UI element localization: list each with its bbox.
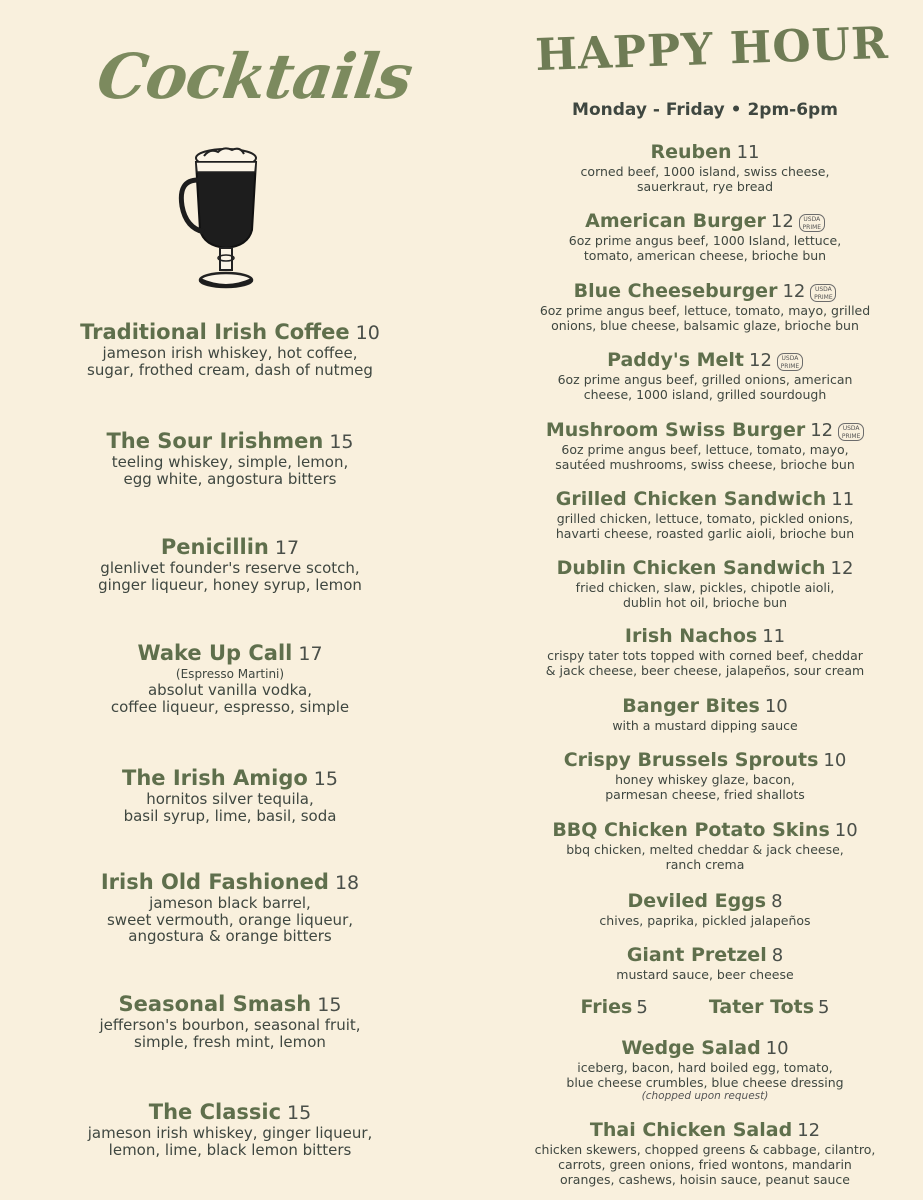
food-desc: fried chicken, slaw, pickles, chipotle aioli, bbox=[575, 580, 835, 595]
food-price: 11 bbox=[736, 142, 760, 163]
cocktail-item bbox=[0, 640, 460, 715]
side-item bbox=[580, 996, 647, 1018]
food-desc: iceberg, bacon, hard boiled egg, tomato, bbox=[577, 1060, 833, 1075]
cocktail-name: Seasonal Smash bbox=[118, 992, 312, 1016]
food-item bbox=[505, 209, 905, 263]
food-price: 10 bbox=[834, 820, 858, 841]
food-item bbox=[505, 694, 905, 733]
cocktail-desc: lemon, lime, black lemon bitters bbox=[108, 1140, 352, 1159]
cocktail-name: The Sour Irishmen bbox=[106, 429, 324, 453]
food-desc: carrots, green onions, fried wontons, mandarin bbox=[558, 1157, 852, 1172]
cocktail-desc: absolut vanilla vodka, bbox=[147, 681, 313, 699]
food-item bbox=[505, 624, 905, 678]
usda-prime-badge: USDA PRIME bbox=[799, 214, 825, 232]
cocktail-desc: egg white, angostura bitters bbox=[123, 469, 337, 488]
food-desc: onions, blue cheese, balsamic glaze, brioche bun bbox=[551, 318, 859, 333]
cocktail-name: Penicillin bbox=[160, 535, 269, 559]
food-desc: 6oz prime angus beef, grilled onions, american bbox=[557, 372, 853, 387]
cocktail-desc: jameson irish whiskey, hot coffee, bbox=[102, 344, 358, 362]
cocktail-price: 15 bbox=[317, 994, 342, 1016]
food-item bbox=[505, 748, 905, 802]
cocktail-name: The Irish Amigo bbox=[122, 766, 308, 790]
food-desc: with a mustard dipping sauce bbox=[612, 718, 798, 733]
cocktail-desc: hornitos silver tequila, bbox=[146, 790, 314, 808]
cocktail-price: 17 bbox=[298, 643, 323, 665]
food-desc: corned beef, 1000 island, swiss cheese, bbox=[580, 164, 830, 179]
cocktail-item bbox=[0, 534, 460, 593]
side-name: Fries bbox=[580, 996, 633, 1018]
food-name: Mushroom Swiss Burger bbox=[545, 419, 806, 441]
food-note: (chopped upon request) bbox=[641, 1090, 769, 1102]
food-name: Giant Pretzel bbox=[626, 944, 767, 966]
cocktail-price: 17 bbox=[274, 537, 300, 559]
food-desc: grilled chicken, lettuce, tomato, pickled onions, bbox=[556, 511, 854, 526]
food-price: 10 bbox=[765, 1038, 789, 1059]
food-desc: 6oz prime angus beef, 1000 Island, lettuce, bbox=[568, 233, 842, 248]
food-name: Irish Nachos bbox=[624, 625, 758, 647]
food-price: 11 bbox=[831, 489, 855, 510]
food-item bbox=[505, 889, 905, 928]
food-desc: dublin hot oil, brioche bun bbox=[622, 595, 788, 610]
food-price: 10 bbox=[823, 750, 847, 771]
food-name: Dublin Chicken Sandwich bbox=[556, 557, 826, 579]
cocktail-note: (Espresso Martini) bbox=[175, 667, 285, 681]
usda-prime-badge: USDA PRIME bbox=[810, 284, 836, 302]
usda-prime-badge: USDA PRIME bbox=[838, 423, 864, 441]
food-desc: sauerkraut, rye bread bbox=[636, 179, 774, 194]
food-desc: tomato, american cheese, brioche bun bbox=[583, 248, 827, 263]
food-price: 12 bbox=[782, 281, 806, 302]
food-name: Banger Bites bbox=[622, 695, 760, 717]
irish-coffee-glass-icon bbox=[178, 146, 264, 294]
food-price: 12 bbox=[770, 211, 794, 232]
food-desc: mustard sauce, beer cheese bbox=[616, 967, 794, 982]
cocktail-price: 15 bbox=[287, 1102, 312, 1124]
cocktails-column bbox=[0, 0, 460, 1200]
cocktail-desc: simple, fresh mint, lemon bbox=[134, 1032, 326, 1051]
cocktail-desc: basil syrup, lime, basil, soda bbox=[123, 806, 337, 825]
sides-row bbox=[505, 996, 905, 1018]
cocktail-price: 15 bbox=[313, 768, 338, 790]
cocktail-desc: jameson irish whiskey, ginger liqueur, bbox=[87, 1124, 373, 1142]
food-price: 12 bbox=[749, 350, 772, 371]
side-price: 5 bbox=[636, 997, 648, 1018]
food-desc: ranch crema bbox=[665, 857, 745, 872]
happy-hour-hours: Monday - Friday • 2pm-6pm bbox=[572, 100, 838, 120]
food-price: 8 bbox=[771, 945, 784, 966]
cocktail-desc: sugar, frothed cream, dash of nutmeg bbox=[87, 360, 373, 379]
cocktail-desc: angostura & orange bitters bbox=[128, 927, 332, 945]
food-price: 8 bbox=[771, 891, 783, 912]
cocktail-name: Traditional Irish Coffee bbox=[80, 320, 350, 344]
cocktail-desc: coffee liqueur, espresso, simple bbox=[110, 697, 350, 716]
food-desc: blue cheese crumbles, blue cheese dressing bbox=[566, 1075, 844, 1090]
food-item bbox=[505, 1118, 905, 1187]
food-desc: chicken skewers, chopped greens & cabbage, cilantro, bbox=[534, 1142, 876, 1157]
food-price: 12 bbox=[810, 420, 834, 441]
food-name: Crispy Brussels Sprouts bbox=[563, 749, 819, 771]
food-name: Thai Chicken Salad bbox=[589, 1119, 793, 1141]
cocktail-item bbox=[0, 319, 460, 378]
food-desc: parmesan cheese, fried shallots bbox=[605, 787, 805, 802]
food-item bbox=[505, 348, 905, 402]
food-name: Blue Cheeseburger bbox=[573, 280, 778, 302]
cocktail-price: 18 bbox=[334, 872, 360, 894]
cocktail-price: 15 bbox=[329, 431, 354, 453]
cocktail-item bbox=[0, 869, 460, 945]
cocktail-desc: sweet vermouth, orange liqueur, bbox=[106, 910, 353, 929]
cocktail-desc: teeling whiskey, simple, lemon, bbox=[111, 453, 349, 471]
food-desc: 6oz prime angus beef, lettuce, tomato, mayo, grilled bbox=[539, 303, 871, 318]
cocktail-desc: ginger liqueur, honey syrup, lemon bbox=[98, 575, 362, 594]
food-desc: cheese, 1000 island, grilled sourdough bbox=[583, 387, 827, 402]
food-price: 11 bbox=[762, 626, 786, 647]
cocktail-desc: jameson black barrel, bbox=[149, 894, 311, 912]
food-item bbox=[505, 1036, 905, 1103]
cocktail-desc: jefferson's bourbon, seasonal fruit, bbox=[99, 1016, 361, 1034]
food-desc: honey whiskey glaze, bacon, bbox=[615, 772, 795, 787]
food-item bbox=[505, 140, 905, 194]
food-desc: crispy tater tots topped with corned beef, cheddar bbox=[547, 648, 863, 663]
food-desc: & jack cheese, beer cheese, jalapeños, sour cream bbox=[545, 663, 865, 678]
food-name: BBQ Chicken Potato Skins bbox=[552, 819, 830, 841]
food-price: 10 bbox=[764, 696, 788, 717]
food-name: Reuben bbox=[650, 141, 732, 163]
food-item bbox=[505, 818, 905, 872]
food-item bbox=[505, 487, 905, 541]
cocktail-item bbox=[0, 1099, 460, 1158]
food-desc: chives, paprika, pickled jalapeños bbox=[599, 913, 811, 928]
food-name: Grilled Chicken Sandwich bbox=[555, 488, 827, 510]
happy-hour-column bbox=[505, 0, 923, 1200]
side-name: Tater Tots bbox=[708, 996, 815, 1018]
cocktail-desc: glenlivet founder's reserve scotch, bbox=[100, 559, 360, 577]
usda-prime-badge: USDA PRIME bbox=[777, 353, 803, 371]
food-item bbox=[505, 556, 905, 610]
food-desc: sautéed mushrooms, swiss cheese, brioche bun bbox=[555, 457, 855, 472]
cocktail-name: Irish Old Fashioned bbox=[100, 870, 329, 894]
food-desc: havarti cheese, roasted garlic aioli, brioche bun bbox=[555, 526, 855, 541]
food-desc: bbq chicken, melted cheddar & jack cheese, bbox=[566, 842, 844, 857]
food-price: 12 bbox=[797, 1120, 821, 1141]
food-name: Deviled Eggs bbox=[627, 890, 767, 912]
food-item bbox=[505, 943, 905, 982]
food-item bbox=[505, 418, 905, 472]
food-desc: 6oz prime angus beef, lettuce, tomato, mayo, bbox=[561, 442, 849, 457]
side-price: 5 bbox=[818, 997, 830, 1018]
food-name: American Burger bbox=[585, 210, 766, 232]
happy-hour-title: HAPPY HOUR bbox=[534, 17, 890, 82]
cocktail-price: 10 bbox=[355, 322, 380, 344]
cocktails-title: Cocktails bbox=[92, 40, 417, 113]
cocktail-name: Wake Up Call bbox=[137, 641, 293, 665]
food-item bbox=[505, 279, 905, 333]
food-desc: oranges, cashews, hoisin sauce, peanut sauce bbox=[560, 1172, 850, 1187]
cocktail-item bbox=[0, 765, 460, 824]
food-price: 12 bbox=[830, 558, 854, 579]
side-item bbox=[709, 996, 830, 1018]
food-name: Paddy's Melt bbox=[607, 349, 745, 371]
cocktail-item bbox=[0, 428, 460, 487]
cocktail-item bbox=[0, 991, 460, 1050]
cocktail-name: The Classic bbox=[148, 1100, 282, 1124]
food-name: Wedge Salad bbox=[621, 1037, 761, 1059]
